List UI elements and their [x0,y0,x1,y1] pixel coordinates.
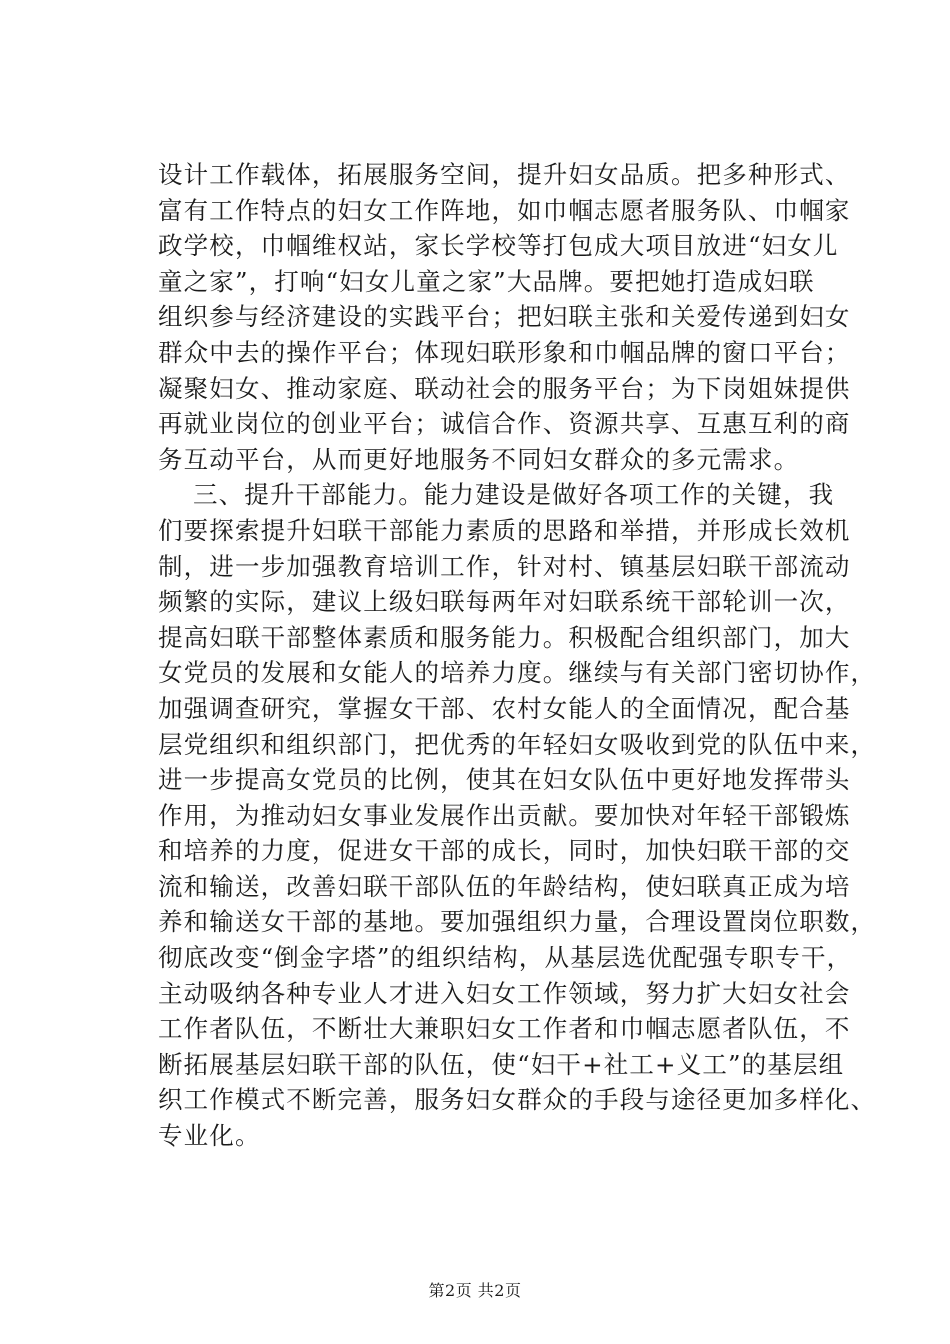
text-line: 加强调查研究，掌握女干部、农村女能人的全面情况，配合基 [158,693,851,723]
text-line: 和培养的力度，促进女干部的成长，同时，加快妇联干部的交 [158,836,851,866]
text-line: 设计工作载体，拓展服务空间，提升妇女品质。把多种形式、 [158,160,851,189]
text-line: 们要探索提升妇联干部能力素质的思路和举措，并形成长效机 [158,515,851,545]
text-line: 彻底改变“倒金字塔”的组织结构，从基层选优配强专职专干， [158,943,853,973]
text-line: 提高妇联干部整体素质和服务能力。积极配合组织部门，加大 [158,622,851,652]
text-line: 作用，为推动妇女事业发展作出贡献。要加快对年轻干部锻炼 [158,800,851,830]
text-line: 富有工作特点的妇女工作阵地，如巾帼志愿者服务队、巾帼家 [158,195,851,225]
page-number: 第2页 共2页 [428,1281,522,1300]
text-line: 凝聚妇女、推动家庭、联动社会的服务平台；为下岗姐妹提供 [158,373,851,403]
text-line: 流和输送，改善妇联干部队伍的年龄结构，使妇联真正成为培 [158,871,851,901]
text-line: 频繁的实际，建议上级妇联每两年对妇联系统干部轮训一次， [158,587,851,617]
section-heading-line: 三、提升干部能力。能力建设是做好各项工作的关键，我 [193,480,835,510]
page-footer [0,1278,950,1301]
text-line: 女党员的发展和女能人的培养力度。继续与有关部门密切协作， [158,658,877,688]
text-line: 政学校，巾帼维权站，家长学校等打包成大项目放进“妇女儿 [158,231,839,261]
text-line: 进一步提高女党员的比例，使其在妇女队伍中更好地发挥带头 [158,765,851,795]
text-line: 层党组织和组织部门，把优秀的年轻妇女吸收到党的队伍中来， [158,729,877,759]
text-line: 主动吸纳各种专业人才进入妇女工作领域，努力扩大妇女社会 [158,978,851,1008]
text-line: 织工作模式不断完善，服务妇女群众的手段与途径更加多样化、 [158,1085,877,1115]
document-body [158,157,877,1154]
text-line: 断拓展基层妇联干部的队伍，使“妇干+社工+义工”的基层组 [158,1049,845,1079]
text-line: 组织参与经济建设的实践平台；把妇联主张和关爱传递到妇女 [158,302,851,332]
text-line: 群众中去的操作平台；体现妇联形象和巾帼品牌的窗口平台； [158,337,851,367]
text-line: 再就业岗位的创业平台；诚信合作、资源共享、互惠互利的商 [158,409,851,439]
text-line: 制，进一步加强教育培训工作，针对村、镇基层妇联干部流动 [158,551,851,581]
text-line: 专业化。 [158,1121,261,1151]
text-line: 养和输送女干部的基地。要加强组织力量，合理设置岗位职数， [158,907,877,937]
text-line: 工作者队伍，不断壮大兼职妇女工作者和巾帼志愿者队伍，不 [158,1014,851,1044]
text-line: 童之家”，打响“妇女儿童之家”大品牌。要把她打造成妇联 [158,266,815,296]
text-line: 务互动平台，从而更好地服务不同妇女群众的多元需求。 [158,444,800,474]
